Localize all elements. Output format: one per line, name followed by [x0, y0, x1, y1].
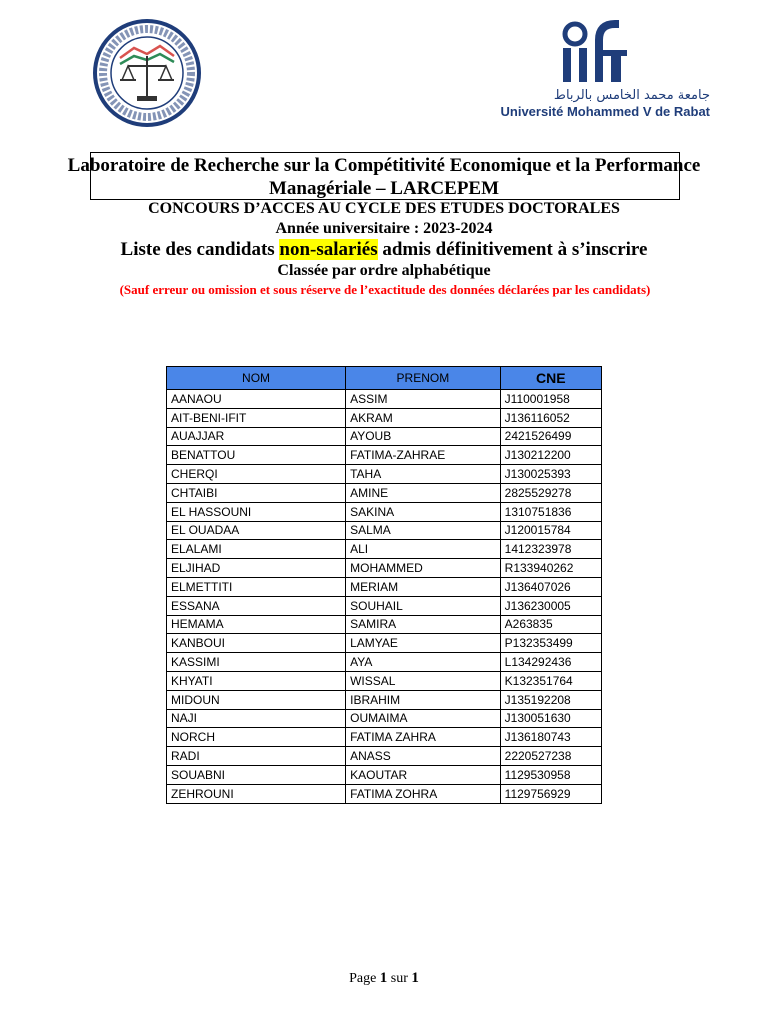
- cell-prenom: OUMAIMA: [346, 709, 501, 728]
- cell-cne: J136407026: [500, 577, 601, 596]
- table-row: [167, 521, 602, 540]
- faculty-seal-icon: [82, 18, 212, 128]
- table-row: [167, 747, 602, 766]
- cell-cne: R133940262: [500, 559, 601, 578]
- cell-cne: J136230005: [500, 596, 601, 615]
- cell-prenom: SALMA: [346, 521, 501, 540]
- cell-nom: NORCH: [167, 728, 346, 747]
- candidates-table: [166, 366, 602, 804]
- cell-cne: J136116052: [500, 408, 601, 427]
- cell-nom: EL HASSOUNI: [167, 502, 346, 521]
- table-row: [167, 408, 602, 427]
- cell-cne: A263835: [500, 615, 601, 634]
- column-header-prenom: PRENOM: [346, 367, 501, 390]
- table-row: [167, 427, 602, 446]
- cell-cne: J135192208: [500, 690, 601, 709]
- column-header-nom: NOM: [167, 367, 346, 390]
- cell-nom: HEMAMA: [167, 615, 346, 634]
- cell-cne: 1412323978: [500, 540, 601, 559]
- cell-prenom: ALI: [346, 540, 501, 559]
- table-row: [167, 671, 602, 690]
- table-row: [167, 559, 602, 578]
- cell-prenom: WISSAL: [346, 671, 501, 690]
- table-row: [167, 728, 602, 747]
- academic-year: Année universitaire : 2023-2024: [275, 220, 493, 237]
- cell-cne: 2421526499: [500, 427, 601, 446]
- cell-prenom: MOHAMMED: [346, 559, 501, 578]
- list-title: [0, 239, 768, 261]
- cell-nom: ELJIHAD: [167, 559, 346, 578]
- cell-cne: 1310751836: [500, 502, 601, 521]
- cell-prenom: ANASS: [346, 747, 501, 766]
- university-logo: [495, 20, 710, 130]
- cell-nom: MIDOUN: [167, 690, 346, 709]
- university-arabic-name: جامعة محمد الخامس بالرباط: [553, 88, 710, 103]
- table-header-row: [167, 367, 602, 390]
- cell-nom: KASSIMI: [167, 653, 346, 672]
- cell-nom: AANAOU: [167, 390, 346, 409]
- cell-prenom: AMINE: [346, 483, 501, 502]
- cell-cne: J136180743: [500, 728, 601, 747]
- laboratory-title: Laboratoire de Recherche sur la Compétitivité Economique et la Performance Managériale – LARCEPEM: [67, 155, 701, 199]
- table-row: [167, 483, 602, 502]
- table-row: [167, 653, 602, 672]
- cell-prenom: AYOUB: [346, 427, 501, 446]
- cell-prenom: LAMYAE: [346, 634, 501, 653]
- cell-nom: CHTAIBI: [167, 483, 346, 502]
- cell-nom: ESSANA: [167, 596, 346, 615]
- university-name: Université Mohammed V de Rabat: [500, 104, 710, 119]
- cell-nom: ELMETTITI: [167, 577, 346, 596]
- table-row: [167, 446, 602, 465]
- table-row: [167, 615, 602, 634]
- cell-prenom: KAOUTAR: [346, 765, 501, 784]
- cell-cne: K132351764: [500, 671, 601, 690]
- cell-nom: ZEHROUNI: [167, 784, 346, 803]
- cell-prenom: TAHA: [346, 465, 501, 484]
- page-total: 1: [411, 970, 419, 986]
- cell-cne: 2220527238: [500, 747, 601, 766]
- table-row: [167, 577, 602, 596]
- cell-nom: SOUABNI: [167, 765, 346, 784]
- cell-nom: AIT-BENI-IFIT: [167, 408, 346, 427]
- cell-cne: 2825529278: [500, 483, 601, 502]
- page-separator: sur: [387, 971, 412, 986]
- table-row: [167, 465, 602, 484]
- cell-nom: EL OUADAA: [167, 521, 346, 540]
- cell-nom: RADI: [167, 747, 346, 766]
- page-footer: [0, 970, 768, 987]
- cell-nom: ELALAMI: [167, 540, 346, 559]
- cell-cne: J120015784: [500, 521, 601, 540]
- cell-prenom: SAMIRA: [346, 615, 501, 634]
- cell-cne: J130051630: [500, 709, 601, 728]
- cell-prenom: AYA: [346, 653, 501, 672]
- cell-nom: KHYATI: [167, 671, 346, 690]
- disclaimer-note: (Sauf erreur ou omission et sous réserve de l’exactitude des données déclarées par les candidats): [119, 282, 651, 297]
- table-row: [167, 540, 602, 559]
- table-row: [167, 390, 602, 409]
- cell-nom: BENATTOU: [167, 446, 346, 465]
- cell-cne: J130025393: [500, 465, 601, 484]
- table-row: [167, 784, 602, 803]
- table-row: [167, 502, 602, 521]
- cell-nom: CHERQI: [167, 465, 346, 484]
- cell-prenom: FATIMA ZAHRA: [346, 728, 501, 747]
- cell-prenom: IBRAHIM: [346, 690, 501, 709]
- cell-prenom: MERIAM: [346, 577, 501, 596]
- list-title-prefix: Liste des candidats: [120, 239, 280, 260]
- cell-prenom: SAKINA: [346, 502, 501, 521]
- table-row: [167, 596, 602, 615]
- table-row: [167, 634, 602, 653]
- cell-cne: J110001958: [500, 390, 601, 409]
- cell-prenom: FATIMA ZOHRA: [346, 784, 501, 803]
- cell-cne: 1129530958: [500, 765, 601, 784]
- table-row: [167, 765, 602, 784]
- list-title-highlight: non-salariés: [279, 239, 378, 260]
- cell-cne: J130212200: [500, 446, 601, 465]
- university-logo-icon: [495, 20, 710, 90]
- cell-cne: 1129756929: [500, 784, 601, 803]
- sort-order-note: Classée par ordre alphabétique: [277, 262, 491, 279]
- concours-heading: CONCOURS D’ACCES AU CYCLE DES ETUDES DOCTORALES: [148, 200, 620, 217]
- cell-cne: P132353499: [500, 634, 601, 653]
- cell-prenom: FATIMA-ZAHRAE: [346, 446, 501, 465]
- list-title-suffix: admis définitivement à s’inscrire: [377, 239, 648, 260]
- cell-nom: AUAJJAR: [167, 427, 346, 446]
- cell-nom: NAJI: [167, 709, 346, 728]
- cell-prenom: AKRAM: [346, 408, 501, 427]
- column-header-cne: CNE: [500, 367, 601, 390]
- cell-cne: L134292436: [500, 653, 601, 672]
- table-row: [167, 709, 602, 728]
- table-row: [167, 690, 602, 709]
- cell-prenom: ASSIM: [346, 390, 501, 409]
- cell-nom: KANBOUI: [167, 634, 346, 653]
- page-number: 1: [379, 970, 388, 986]
- cell-prenom: SOUHAIL: [346, 596, 501, 615]
- page-label: Page: [349, 971, 380, 986]
